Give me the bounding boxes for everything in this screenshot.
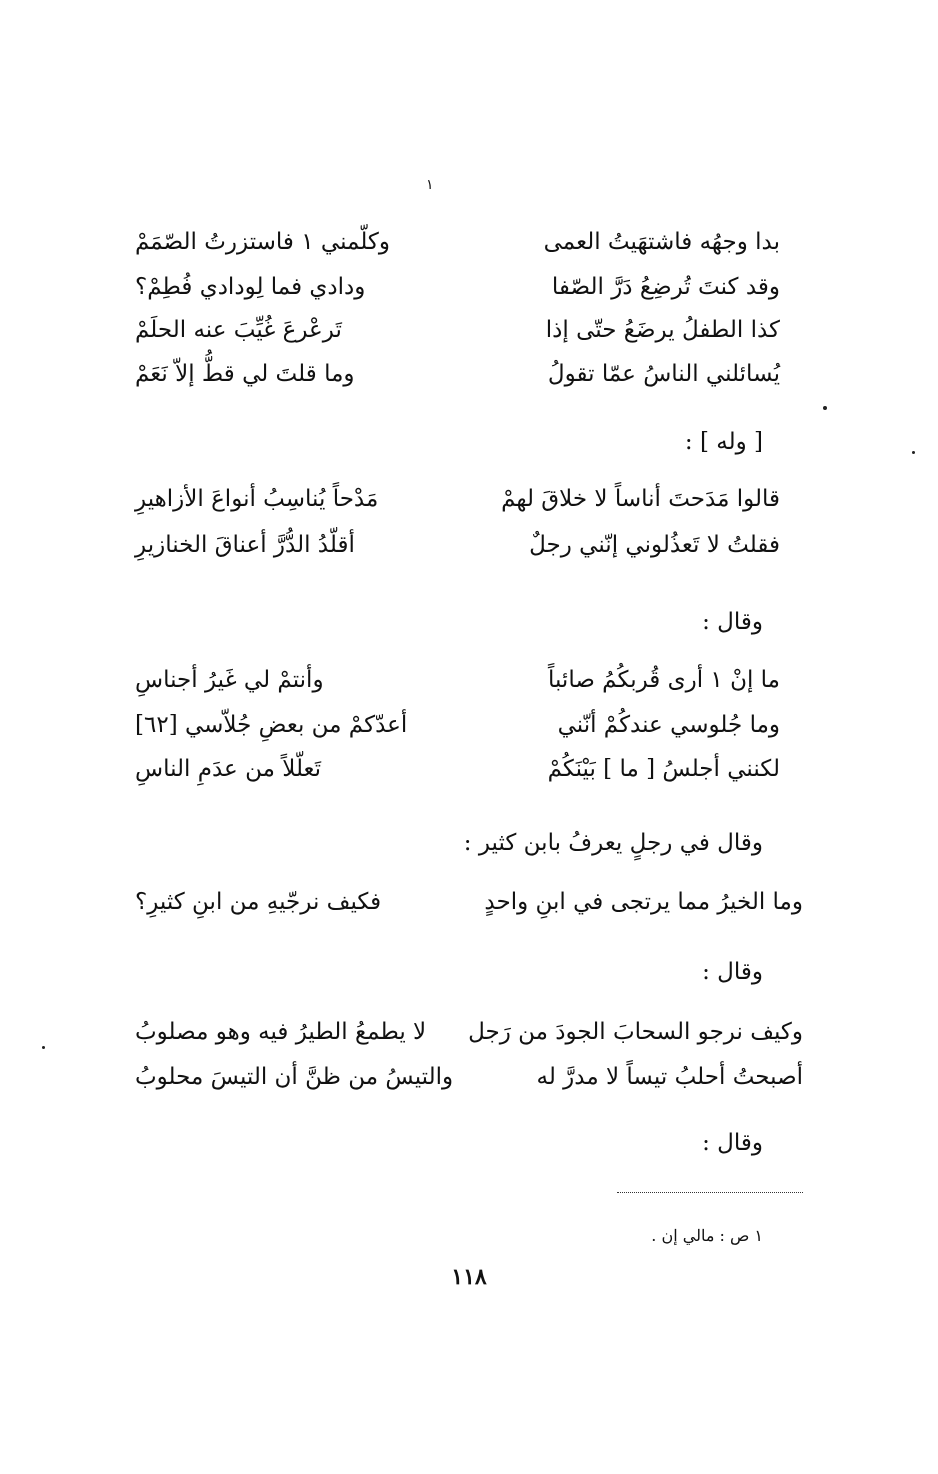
footnote-divider xyxy=(617,1192,803,1193)
section-heading: وقال : xyxy=(702,959,763,985)
verse-right-hemistich: وما الخيرُ مما يرتجى في ابنِ واحدٍ xyxy=(484,889,803,915)
scan-speck xyxy=(912,451,915,454)
verse-left-hemistich: مَدْحاً يُناسِبُ أنواعَ الأزاهيرِ xyxy=(135,486,379,512)
section-heading: [ وله ] : xyxy=(684,429,763,455)
verse-right-hemistich: وقد كنتَ تُرضِعُ دَرَّ الصّفا xyxy=(551,274,780,300)
verse-left-hemistich: وما قلتَ لي قطُّ إلاّ نَعَمْ xyxy=(135,361,355,387)
scan-speck xyxy=(42,1046,45,1049)
verse-left-hemistich: فكيف نرجّيهِ من ابنِ كثيرِ؟ xyxy=(135,889,382,915)
footnote: ١ ص : مالي إن . xyxy=(651,1226,763,1245)
verse-left-hemistich: ودادي فما لِودادي فُطِمْ؟ xyxy=(135,274,366,300)
page-number: ١١٨ xyxy=(451,1264,487,1290)
top-mark: ١ xyxy=(426,177,434,193)
section-heading: وقال في رجلٍ يعرفُ بابن كثير : xyxy=(463,830,763,856)
verse-left-hemistich: وكلّمني ١ فاستزرتُ الصّمَمْ xyxy=(135,229,390,255)
verse-right-hemistich: فقلتُ لا تَعذُلوني إنّني رجلٌ xyxy=(529,532,780,558)
verse-right-hemistich: وما جُلوسي عندكُمْ أنّني xyxy=(557,712,780,738)
section-heading: وقال : xyxy=(702,609,763,635)
verse-left-hemistich: والتيسُ من ظنَّ أن التيسَ محلوبُ xyxy=(135,1064,454,1090)
verse-left-hemistich: أقلّدُ الدُّرَّ أعناقَ الخنازيرِ xyxy=(135,532,355,558)
verse-right-hemistich: وكيف نرجو السحابَ الجودَ من رَجل xyxy=(468,1019,803,1045)
verse-left-hemistich: لا يطمعُ الطيرُ فيه وهو مصلوبُ xyxy=(135,1019,427,1045)
verse-left-hemistich: تَرعْرعَ غُيِّبَ عنه الحلَمْ xyxy=(135,317,342,343)
section-heading: وقال : xyxy=(702,1130,763,1156)
verse-left-hemistich: وأنتمْ لي غَيرُ أجناسِ xyxy=(135,667,324,693)
verse-left-hemistich: أعدّكمْ من بعضِ جُلاّسي [٦٢] xyxy=(135,712,408,738)
verse-right-hemistich: لكنني أجلسُ [ ما ] بَيْنَكُمْ xyxy=(547,756,780,782)
verse-right-hemistich: ما إنْ ١ أرى قُربكُمُ صائباً xyxy=(547,667,780,693)
scan-speck xyxy=(823,406,827,410)
verse-right-hemistich: قالوا مَدَحتَ أناساً لا خلاقَ لهمْ xyxy=(501,486,780,512)
verse-right-hemistich: يُسائلني الناسُ عمّا تقولُ xyxy=(547,361,780,387)
verse-right-hemistich: بدا وجهُه فاشتهَيتُ العمى xyxy=(543,229,780,255)
verse-right-hemistich: كذا الطفلُ يرضَعُ حتّى إذا xyxy=(545,317,780,343)
verse-right-hemistich: أصبحتُ أحلبُ تيساً لا مدرَّ له xyxy=(536,1064,803,1090)
verse-left-hemistich: تَعلّلاً من عدَمِ الناسِ xyxy=(135,756,322,782)
